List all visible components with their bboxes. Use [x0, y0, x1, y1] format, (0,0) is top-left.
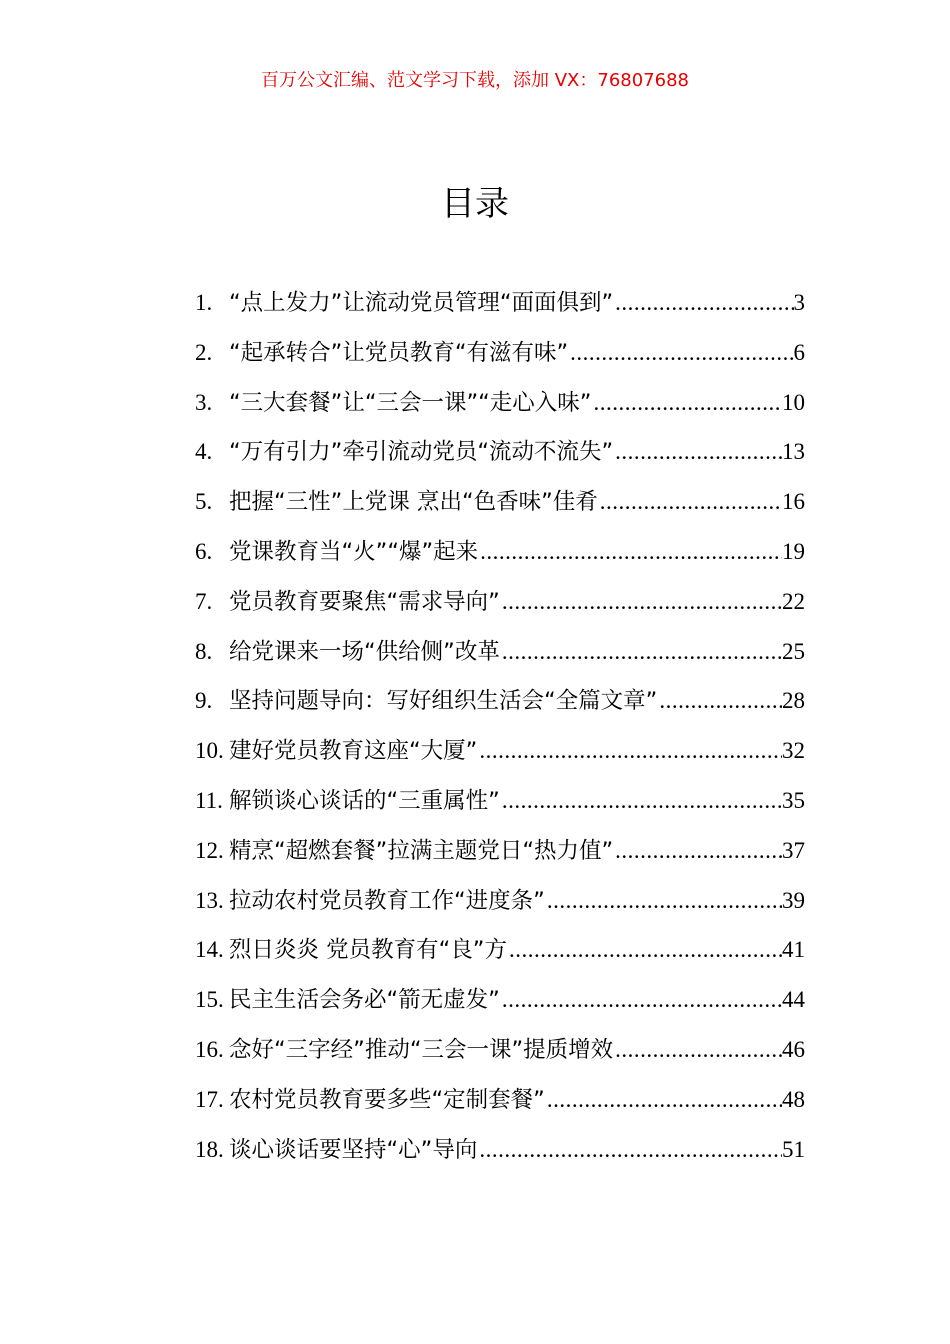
toc-dot-leader [502, 629, 782, 675]
toc-entry-page: 25 [782, 638, 805, 664]
toc-title: 目录 [441, 184, 509, 224]
toc-dot-leader [479, 1127, 782, 1173]
toc-dot-leader [479, 728, 782, 774]
toc-entry-number: 13. [195, 887, 224, 913]
toc-dot-leader [480, 529, 782, 575]
toc-entry-title: 坚持问题导向：写好组织生活会“全篇文章” [229, 688, 658, 715]
toc-entry-page: 28 [782, 688, 805, 714]
toc-entry-number: 4. [195, 439, 213, 465]
toc-entry[interactable] [195, 828, 805, 878]
toc-dot-leader [659, 678, 782, 724]
toc-dot-leader [615, 828, 782, 874]
toc-entry[interactable] [195, 529, 805, 579]
toc-entry[interactable] [195, 977, 805, 1027]
toc-entry[interactable] [195, 728, 805, 778]
toc-dot-leader [570, 330, 793, 376]
toc-entry-number: 16. [195, 1036, 224, 1062]
toc-entry-page: 13 [782, 439, 805, 465]
toc-entry-page: 39 [782, 887, 805, 913]
toc-entry-page: 44 [782, 987, 805, 1013]
toc-entry-number: 6. [195, 538, 213, 564]
toc-dot-leader [502, 579, 782, 625]
toc-entry-page: 6 [793, 339, 805, 365]
toc-entry-title: 解锁谈心谈话的“三重属性” [229, 787, 500, 814]
toc-entry-page: 37 [782, 837, 805, 863]
toc-entry-number: 1. [195, 290, 213, 315]
toc-dot-leader [615, 429, 782, 475]
toc-entry-number: 14. [195, 937, 224, 963]
toc-entry-page: 3 [793, 290, 805, 315]
toc-entry[interactable] [195, 280, 805, 330]
toc-entry-title: “万有引力”牵引流动党员“流动不流失” [229, 439, 614, 466]
toc-entry-page: 46 [782, 1036, 805, 1062]
toc-entry-page: 35 [782, 787, 805, 813]
toc-entry[interactable] [195, 429, 805, 479]
toc-entry-number: 18. [195, 1136, 224, 1162]
toc-entry-title: 给党课来一场“供给侧”改革 [229, 638, 500, 665]
toc-entry-title: 谈心谈话要坚持“心”导向 [229, 1136, 478, 1163]
toc-entry-number: 15. [195, 987, 224, 1013]
toc-entry-page: 19 [782, 538, 805, 564]
toc-entry[interactable] [195, 778, 805, 828]
toc-entry-page: 10 [782, 389, 805, 415]
toc-entry-number: 9. [195, 688, 213, 714]
toc-dot-leader [509, 927, 782, 973]
toc-entry-page: 41 [782, 937, 805, 963]
toc-entry-number: 8. [195, 638, 213, 664]
toc-entry-title: 念好“三字经”推动“三会一课”提质增效 [229, 1036, 614, 1063]
toc-entry-page: 51 [782, 1136, 805, 1162]
toc-entry-number: 2. [195, 339, 213, 365]
toc-entry-number: 3. [195, 389, 213, 415]
toc-entry-title: 党课教育当“火”“爆”起来 [229, 538, 479, 565]
toc-entry[interactable] [195, 1127, 805, 1177]
toc-entry-page: 22 [782, 588, 805, 614]
toc-entry-page: 16 [782, 489, 805, 515]
toc-entry-number: 12. [195, 837, 224, 863]
toc-list [195, 280, 805, 1176]
toc-entry-title: 把握“三性”上党课 烹出“色香味”佳肴 [229, 489, 598, 516]
toc-entry-title: 建好党员教育这座“大厦” [229, 738, 478, 765]
toc-entry-page: 32 [782, 738, 805, 764]
toc-entry-title: 精烹“超燃套餐”拉满主题党日“热力值” [229, 837, 614, 864]
toc-entry[interactable] [195, 678, 805, 728]
toc-entry-title: 民主生活会务必“箭无虚发” [229, 987, 500, 1014]
toc-entry-page: 48 [782, 1086, 805, 1112]
toc-entry-title: 烈日炎炎 党员教育有“良”方 [229, 937, 507, 964]
toc-entry-number: 11. [195, 787, 223, 813]
toc-entry[interactable] [195, 878, 805, 928]
toc-dot-leader [615, 280, 793, 326]
toc-dot-leader [593, 380, 782, 426]
toc-dot-leader [502, 977, 782, 1023]
toc-entry[interactable] [195, 927, 805, 977]
toc-entry-number: 5. [195, 489, 213, 515]
toc-dot-leader [547, 1077, 782, 1123]
toc-entry-number: 10. [195, 738, 224, 764]
toc-entry[interactable] [195, 380, 805, 430]
toc-entry-title: 党员教育要聚焦“需求导向” [229, 588, 500, 615]
toc-entry[interactable] [195, 629, 805, 679]
toc-entry-title: “点上发力”让流动党员管理“面面俱到” [229, 290, 614, 316]
toc-dot-leader [615, 1027, 782, 1073]
toc-entry[interactable] [195, 579, 805, 629]
toc-entry-title: “三大套餐”让“三会一课”“走心入味” [229, 389, 592, 416]
toc-entry-title: “起承转合”让党员教育“有滋有味” [229, 339, 569, 366]
toc-entry-number: 7. [195, 588, 213, 614]
toc-dot-leader [502, 778, 782, 824]
toc-entry-title: 农村党员教育要多些“定制套餐” [229, 1086, 545, 1113]
toc-entry-number: 17. [195, 1086, 224, 1112]
toc-dot-leader [547, 878, 782, 924]
toc-entry-title: 拉动农村党员教育工作“进度条” [229, 887, 545, 914]
header-note: 百万公文汇编、范文学习下载，添加 VX：76807688 [261, 70, 689, 91]
toc-dot-leader [600, 479, 782, 525]
toc-entry[interactable] [195, 330, 805, 380]
toc-entry[interactable] [195, 1077, 805, 1127]
toc-entry[interactable] [195, 479, 805, 529]
toc-entry[interactable] [195, 1027, 805, 1077]
